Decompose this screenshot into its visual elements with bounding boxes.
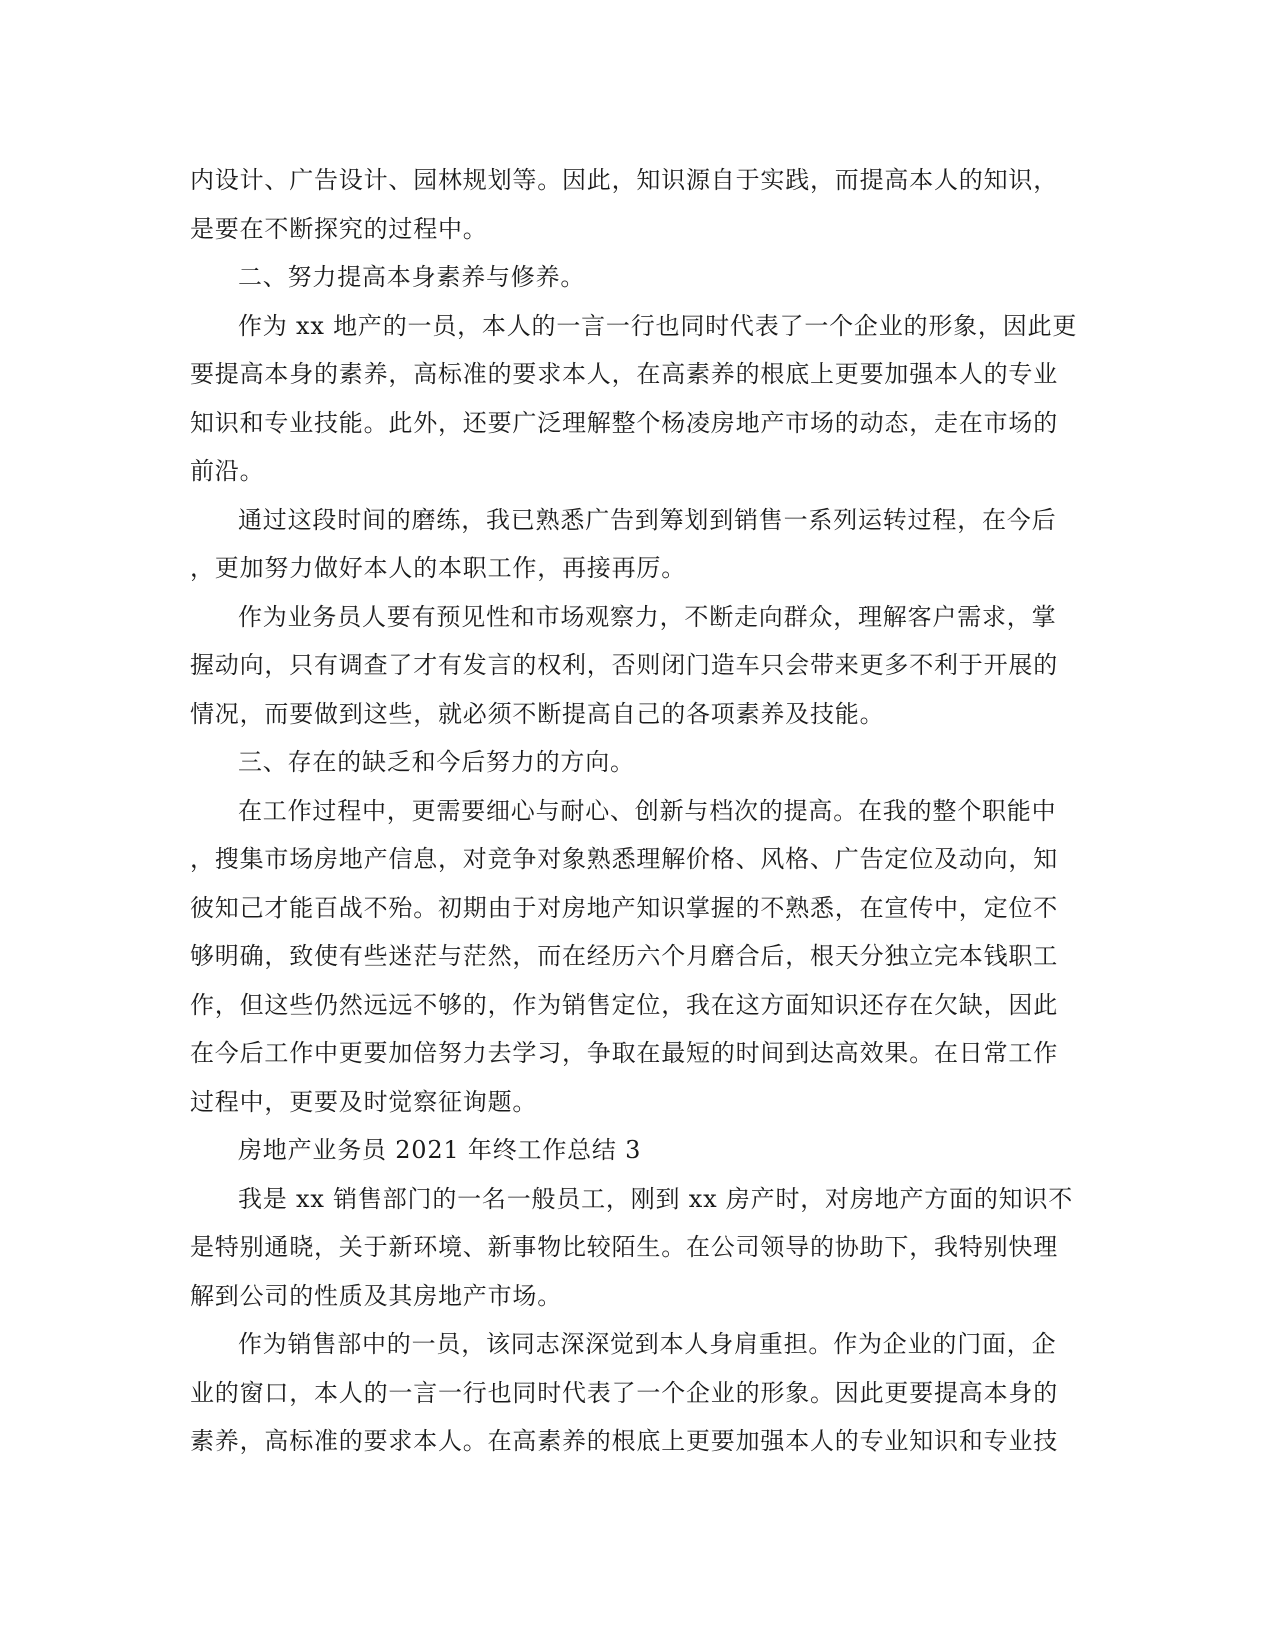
text-line: ，更加努力做好本人的本职工作，再接再厉。 xyxy=(190,554,686,582)
text-line: 过程中，更要及时觉察征询题。 xyxy=(190,1087,538,1116)
text-line: 素养，高标准的要求本人。在高素养的根底上更要加强本人的专业知识和专业技 xyxy=(190,1427,1058,1455)
text-line: 彼知己才能百战不殆。初期由于对房地产知识掌握的不熟悉，在宣传中，定位不 xyxy=(190,893,1058,922)
text-line: 情况，而要做到这些，就必须不断提高自己的各项素养及技能。 xyxy=(190,699,885,728)
section-heading: 三、存在的缺乏和今后努力的方向。 xyxy=(238,748,635,776)
text-line: 解到公司的性质及其房地产市场。 xyxy=(190,1281,562,1310)
text-line: 够明确，致使有些迷茫与茫然，而在经历六个月磨合后，根天分独立完本钱职工 xyxy=(190,942,1058,970)
text-line: 业的窗口，本人的一言一行也同时代表了一个企业的形象。因此更要提高本身的 xyxy=(190,1378,1058,1407)
text-line: 内设计、广告设计、园林规划等。因此，知识源自于实践，而提高本人的知识， xyxy=(190,166,1058,194)
text-line: ，搜集市场房地产信息，对竞争对象熟悉理解价格、风格、广告定位及动向，知 xyxy=(190,845,1058,873)
section-title: 房地产业务员 2021 年终工作总结 3 xyxy=(238,1136,642,1164)
text-line: 握动向，只有调查了才有发言的权利，否则闭门造车只会带来更多不利于开展的 xyxy=(190,651,1058,679)
text-line: 作为销售部中的一员，该同志深深觉到本人身肩重担。作为企业的门面，企 xyxy=(238,1330,1057,1358)
text-line: 是特别通晓，关于新环境、新事物比较陌生。在公司领导的协助下，我特别快理 xyxy=(190,1233,1058,1261)
text-line: 作为 xx 地产的一员，本人的一言一行也同时代表了一个企业的形象，因此更 xyxy=(238,311,1078,340)
text-line: 前沿。 xyxy=(190,457,265,485)
document-body xyxy=(190,156,1078,1466)
text-line: 通过这段时间的磨练，我已熟悉广告到筹划到销售一系列运转过程，在今后 xyxy=(238,505,1057,534)
section-heading: 二、努力提高本身素养与修养。 xyxy=(238,263,586,291)
text-line: 作，但这些仍然远远不够的，作为销售定位，我在这方面知识还存在欠缺，因此 xyxy=(190,990,1058,1019)
text-line: 知识和专业技能。此外，还要广泛理解整个杨凌房地产市场的动态，走在市场的 xyxy=(190,408,1058,437)
text-line: 我是 xx 销售部门的一名一般员工，刚到 xx 房产时，对房地产方面的知识不 xyxy=(238,1184,1074,1213)
text-line: 要提高本身的素养，高标准的要求本人，在高素养的根底上更要加强本人的专业 xyxy=(190,360,1058,388)
text-line: 作为业务员人要有预见性和市场观察力，不断走向群众，理解客户需求，掌 xyxy=(238,602,1057,631)
text-line: 在今后工作中更要加倍努力去学习，争取在最短的时间到达高效果。在日常工作 xyxy=(190,1039,1058,1067)
text-line: 是要在不断探究的过程中。 xyxy=(190,214,488,243)
text-line: 在工作过程中，更需要细心与耐心、创新与档次的提高。在我的整个职能中 xyxy=(238,796,1057,825)
